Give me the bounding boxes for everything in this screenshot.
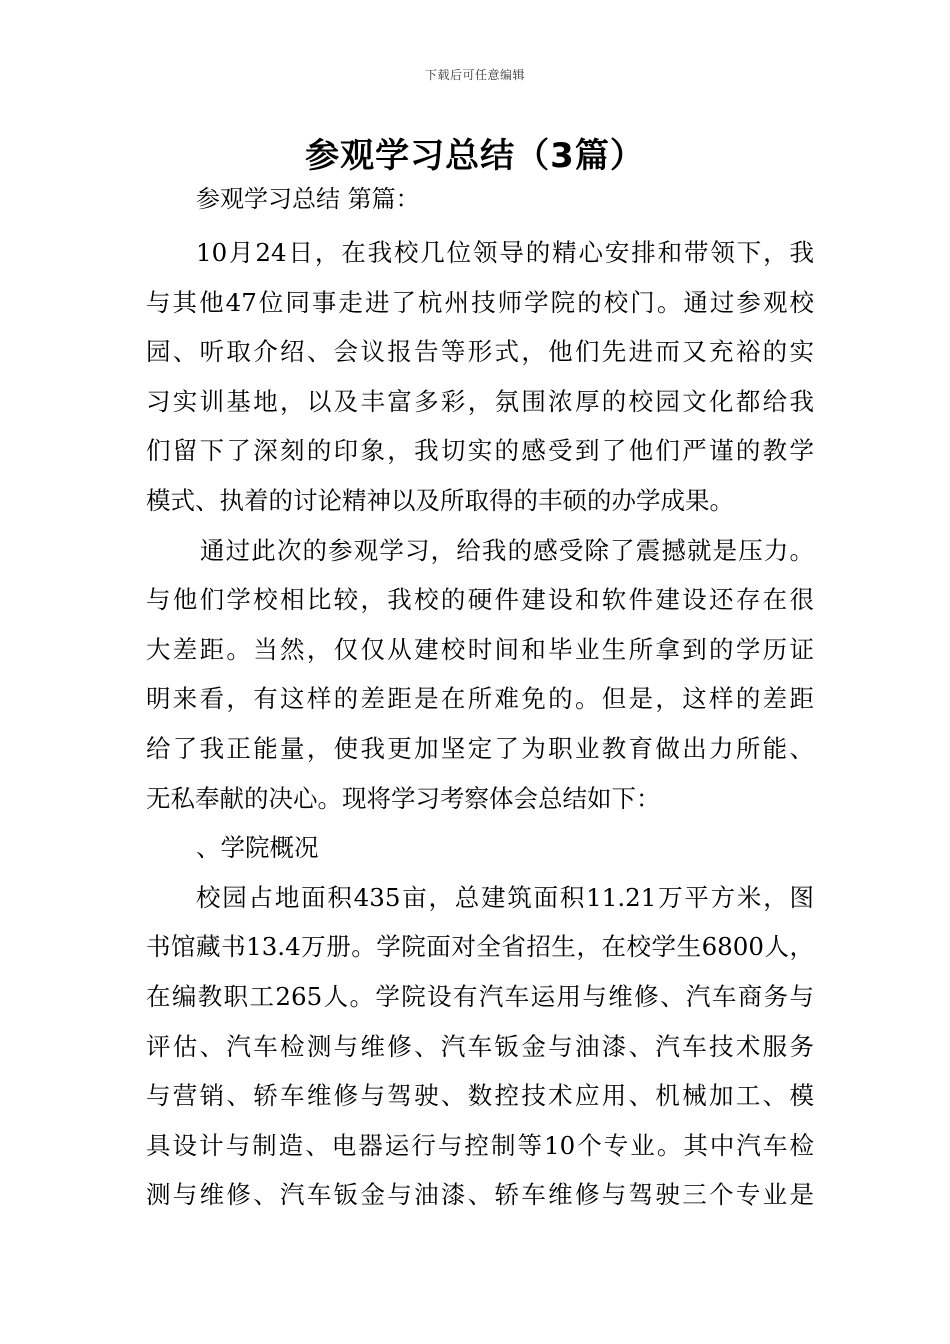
- text-line: 书馆藏书13.4万册。学院面对全省招生，在校学生6800人，: [146, 932, 814, 962]
- text-line: 校园占地面积435亩，总建筑面积11.21万平方米，图: [196, 882, 814, 912]
- header-note: 下载后可任意编辑: [424, 68, 525, 82]
- text-line: 无私奉献的决心。现将学习考察体会总结如下：: [146, 783, 661, 813]
- text-line: 大差距。当然，仅仅从建校时间和毕业生所拿到的学历证: [146, 634, 814, 664]
- paragraph: [146, 228, 814, 526]
- section-heading: [146, 823, 814, 873]
- text-line: 评估、汽车检测与维修、汽车钣金与油漆、汽车技术服务: [146, 1031, 814, 1061]
- document-title: 参观学习总结（3篇）: [305, 136, 645, 176]
- text-line: 、学院概况: [196, 833, 319, 863]
- text-line: 给了我正能量，使我更加坚定了为职业教育做出力所能、: [146, 733, 814, 763]
- text-line: 们留下了深刻的印象，我切实的感受到了他们严谨的教学: [146, 436, 814, 466]
- text-line: 与其他47位同事走进了杭州技师学院的校门。通过参观校: [146, 287, 814, 317]
- text-line: 习实训基地，以及丰富多彩，氛围浓厚的校园文化都给我: [146, 386, 814, 416]
- document-subtitle: 参观学习总结 第篇：: [196, 185, 420, 213]
- paragraph: [146, 873, 814, 1220]
- text-line: 10月24日，在我校几位领导的精心安排和带领下，我: [196, 238, 814, 267]
- document-body: [146, 228, 814, 1220]
- text-line: 具设计与制造、电器运行与控制等10个专业。其中汽车检: [146, 1130, 814, 1160]
- text-line: 模式、执着的讨论精神以及所取得的丰硕的办学成果。: [146, 485, 734, 515]
- text-line: 与他们学校相比较，我校的硬件建设和软件建设还存在很: [146, 585, 814, 615]
- text-line: 与营销、轿车维修与驾驶、数控技术应用、机械加工、模: [146, 1081, 814, 1111]
- text-line: 园、听取介绍、会议报告等形式，他们先进而又充裕的实: [146, 337, 814, 367]
- text-line: 明来看，有这样的差距是在所难免的。但是，这样的差距: [146, 684, 814, 714]
- text-line: 在编教职工265人。学院设有汽车运用与维修、汽车商务与: [146, 981, 814, 1011]
- text-line: 测与维修、汽车钣金与油漆、轿车维修与驾驶三个专业是: [146, 1180, 814, 1210]
- paragraph: [146, 526, 814, 824]
- text-line: 通过此次的参观学习，给我的感受除了震撼就是压力。: [200, 535, 814, 565]
